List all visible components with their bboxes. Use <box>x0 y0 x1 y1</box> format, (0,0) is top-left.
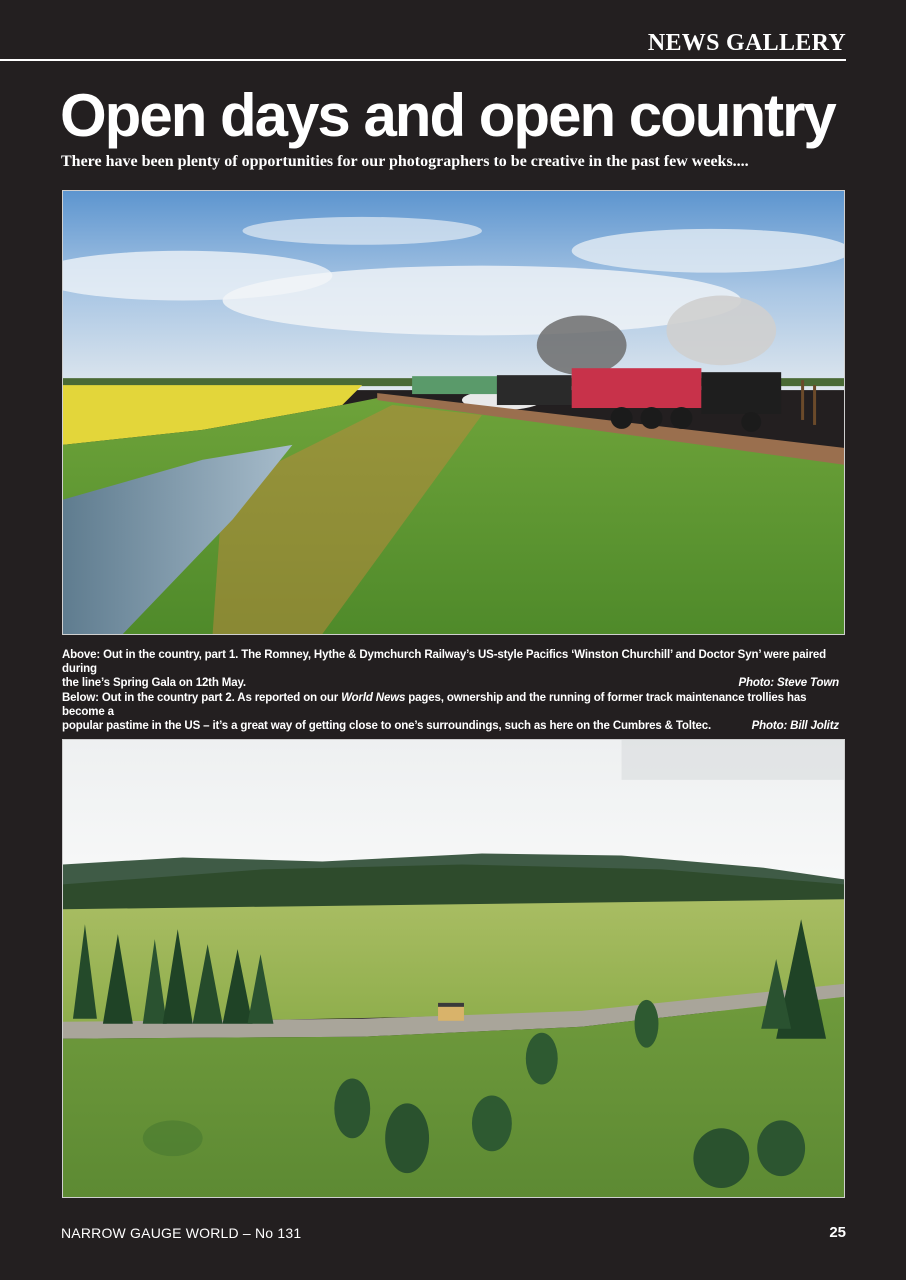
section-label: NEWS GALLERY <box>647 30 846 56</box>
caption-bottom-world-news: World News <box>341 692 406 704</box>
caption-top <box>62 648 842 690</box>
page-number: 25 <box>829 1224 846 1241</box>
caption-top-line1: Above: Out in the country, part 1. The Romney, Hythe & Dymchurch Railway’s US-style Pacifics ‘Winston Churchill’ and Doctor Syn’ were paired during <box>62 649 827 675</box>
caption-top-credit: Photo: Steve Town <box>738 677 839 689</box>
caption-bottom-post: pages, ownership and the running of former track maintenance trollies has become a <box>62 692 807 718</box>
standfirst: There have been plenty of opportunities for our photographers to be creative in the past few weeks.... <box>61 153 749 170</box>
caption-bottom-pre: Below: Out in the country part 2. As reported on our <box>62 692 342 704</box>
caption-bottom-credit: Photo: Bill Jolitz <box>751 720 839 732</box>
page-title: Open days and open country <box>60 82 835 149</box>
caption-bottom-line2: popular pastime in the US – it’s a great way of getting close to one’s surroundings, such as here on the Cumbres & Toltec. <box>62 720 712 732</box>
photo-track-trolley <box>62 739 845 1198</box>
footer-publication: NARROW GAUGE WORLD – No 131 <box>61 1225 302 1241</box>
header-rule <box>0 59 846 61</box>
caption-top-line2: the line’s Spring Gala on 12th May. <box>62 677 246 689</box>
photo-steam-locomotives <box>62 190 845 635</box>
caption-bottom <box>62 691 842 733</box>
